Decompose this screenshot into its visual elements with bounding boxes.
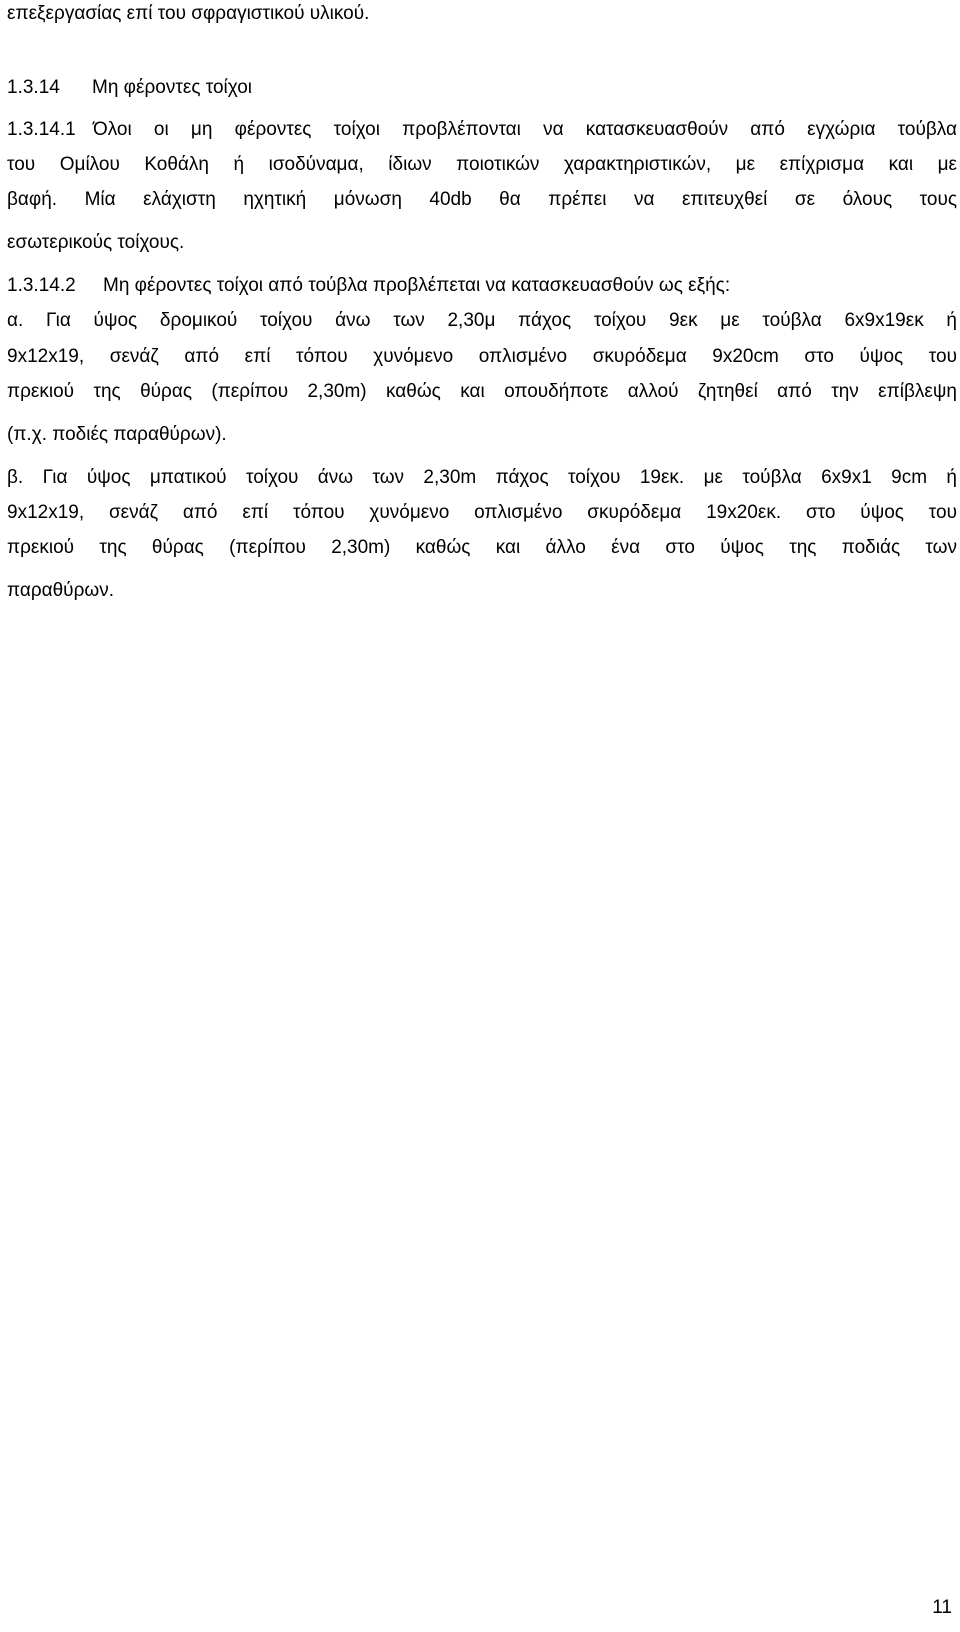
- paragraph-line: πρεκιού της θύρας (περίπου 2,30m) καθώς και άλλο ένα στο ύψος της ποδιάς των: [7, 537, 957, 558]
- section-heading-1-3-14: [7, 76, 252, 100]
- paragraph-line: του Ομίλου Κοθάλη ή ισοδύναμα, ίδιων ποιοτικών χαρακτηριστικών, με επίχρισμα και με: [7, 154, 957, 175]
- paragraph-line: παραθύρων.: [7, 580, 114, 601]
- page-number: 11: [932, 1597, 952, 1618]
- section-heading-1-3-14-2: [7, 274, 730, 298]
- section-number: 1.3.14.2: [7, 275, 76, 296]
- paragraph-line: (π.χ. ποδιές παραθύρων).: [7, 424, 227, 445]
- section-number: 1.3.14: [7, 77, 60, 98]
- paragraph-line: 9x12x19, σενάζ από επί τόπου χυνόμενο οπλισμένο σκυρόδεμα 9x20cm στο ύψος του: [7, 346, 957, 367]
- paragraph-line: 9x12x19, σενάζ από επί τόπου χυνόμενο οπλισμένο σκυρόδεμα 19x20εκ. στο ύψος του: [7, 502, 957, 523]
- section-title: Μη φέροντες τοίχοι: [92, 77, 253, 98]
- paragraph-line: πρεκιού της θύρας (περίπου 2,30m) καθώς και οπουδήποτε αλλού ζητηθεί από την επίβλεψη: [7, 381, 957, 402]
- paragraph-line: βαφή. Μία ελάχιστη ηχητική μόνωση 40db θα πρέπει να επιτευχθεί σε όλους τους: [7, 189, 957, 210]
- paragraph-line: εσωτερικούς τοίχους.: [7, 232, 185, 253]
- paragraph-text: Όλοι οι μη φέροντες τοίχοι προβλέπονται να κατασκευασθούν από εγχώρια τούβλα: [93, 119, 957, 140]
- paragraph-line: επεξεργασίας επί του σφραγιστικού υλικού.: [7, 3, 370, 24]
- paragraph-line: α. Για ύψος δρομικού τοίχου άνω των 2,30μ πάχος τοίχου 9εκ με τούβλα 6x9x19εκ ή: [7, 310, 957, 331]
- paragraph-line: β. Για ύψος μπατικού τοίχου άνω των 2,30m πάχος τοίχου 19εκ. με τούβλα 6x9x1 9cm ή: [7, 467, 957, 488]
- section-1-3-14-1-first-line: [7, 118, 957, 142]
- section-title: Μη φέροντες τοίχοι από τούβλα προβλέπεται να κατασκευασθούν ως εξής:: [103, 275, 731, 296]
- section-number: 1.3.14.1: [7, 119, 76, 140]
